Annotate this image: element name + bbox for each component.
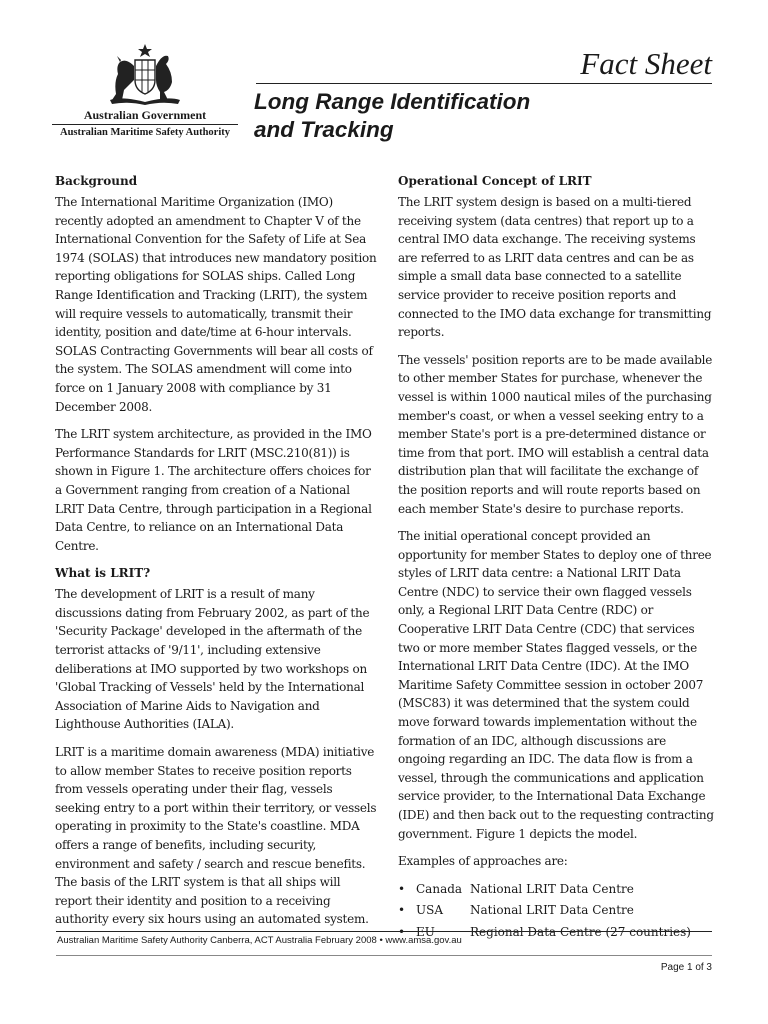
- examples-list: [398, 880, 716, 942]
- concept-paragraph-1: The LRIT system design is based on a multi-tiered receiving system (data centres) that report up to a central IMO data exchange. The receiving systems are referred to as LRIT data centres and can be as simple a small data base connected to a satellite service provider to receive position reports and connected to the IMO data exchange for transmitting reports.: [398, 195, 712, 340]
- example-region: Canada: [416, 881, 463, 896]
- page-number-rule: [56, 955, 712, 956]
- title-line-2: and Tracking: [254, 117, 394, 142]
- footer-rule: [56, 931, 712, 932]
- example-type: National LRIT Data Centre: [470, 903, 634, 918]
- background-paragraph-2: The LRIT system architecture, as provided in the IMO Performance Standards for LRIT (MSC.210(81)) is shown in Figure 1. The architecture offers choices for a Government ranging from creation of a National LRIT Data Centre, through participation in a Regional Data Centre, to reliance on an International Data Centre.: [55, 427, 372, 553]
- bullet-icon: •: [398, 881, 406, 896]
- left-column: [55, 172, 377, 938]
- example-type: [470, 923, 691, 942]
- right-column: [398, 172, 716, 945]
- example-region: USA: [416, 903, 443, 918]
- page-number: Page 1 of 3: [660, 962, 712, 973]
- what-is-lrit-heading: What is LRIT?: [55, 566, 151, 581]
- page-title: [254, 88, 530, 144]
- header-rule: [256, 83, 712, 84]
- australian-government-logo: [52, 44, 238, 144]
- list-item: [398, 901, 716, 920]
- background-heading: Background: [55, 174, 138, 188]
- concept-paragraph-3: The initial operational concept provided an opportunity for member States to deploy one of three styles of LRIT data centre: a National LRIT Data Centre (NDC) to service their own flagged vessels only, a Regional LRIT Data Centre (RDC) or Cooperative LRIT Data Centre (CDC) that services two or more member States flagged vessels, or the International LRIT Data Centre (IDC). At the IMO Maritime Safety Committee session in october 2007 (MSC83) it was determined that the system could move forward towards implementation without the formation of an IDC, although discussions are ongoing regarding an IDC. The data flow is from a vessel, through the communications and application service provider, to the International Data Exchange (IDE) and then back out to the requesting contracting government. Figure 1 depicts the model.: [398, 529, 714, 841]
- example-type: National LRIT Data Centre: [470, 881, 634, 896]
- what-is-lrit-paragraph-2: LRIT is a maritime domain awareness (MDA) initiative to allow member States to receive position reports from vessels operating under their flag, vessels seeking entry to a port within their territory, or vessels operating in proximity to the State's coastline. MDA offers a range of benefits, including security, environment and safety / search and rescue benefits. The basis of the LRIT system is that all ships will report their identity and position to a receiving authority every six hours using an automated system.: [55, 745, 377, 927]
- document-type-label: Fact Sheet: [580, 46, 712, 81]
- examples-intro: Examples of approaches are:: [398, 854, 568, 869]
- authority-name: Australian Maritime Safety Authority: [59, 127, 231, 138]
- list-item: [398, 880, 716, 899]
- logo-divider: [52, 124, 238, 125]
- footer-text: Australian Maritime Safety Authority Canberra, ACT Australia February 2008 • www.amsa.gov.au: [57, 935, 462, 946]
- what-is-lrit-paragraph-1: The development of LRIT is a result of many discussions dating from February 2002, as part of the 'Security Package' developed in the aftermath of the terrorist attacks of '9/11', including extensive deliberations at IMO supported by two workshops on 'Global Tracking of Vessels' held by the International Association of Marine Aids to Navigation and Lighthouse Authorities (IALA).: [55, 587, 370, 732]
- concept-paragraph-2: The vessels' position reports are to be made available to other member States for purchase, whenever the vessel is within 1000 nautical miles of the purchasing member's coast, or when a vessel seeking entry to a member State's port is a pre-determined distance or time from that port. IMO will establish a central data distribution plan that will facilitate the exchange of the position reports and will route reports based on each member State's desire to purchase reports.: [398, 352, 713, 516]
- operational-concept-heading: Operational Concept of LRIT: [398, 174, 592, 188]
- background-paragraph-1: The International Maritime Organization (IMO) recently adopted an amendment to Chapter V of the International Convention for the Safety of Life at Sea 1974 (SOLAS) that introduces new mandatory position reporting obligations for SOLAS ships. Called Long Range Identification and Tracking (LRIT), the system will require vessels to automatically, transmit their identity, position and date/time at 6-hour intervals. SOLAS Contracting Governments will bear all costs of the system. The SOLAS amendment will come into force on 1 January 2008 with compliance by 31 December 2008.: [55, 195, 377, 414]
- bullet-icon: •: [398, 903, 406, 918]
- title-line-1: Long Range Identification: [254, 89, 531, 114]
- coat-of-arms-icon: [102, 44, 188, 106]
- government-name: Australian Government: [83, 108, 207, 122]
